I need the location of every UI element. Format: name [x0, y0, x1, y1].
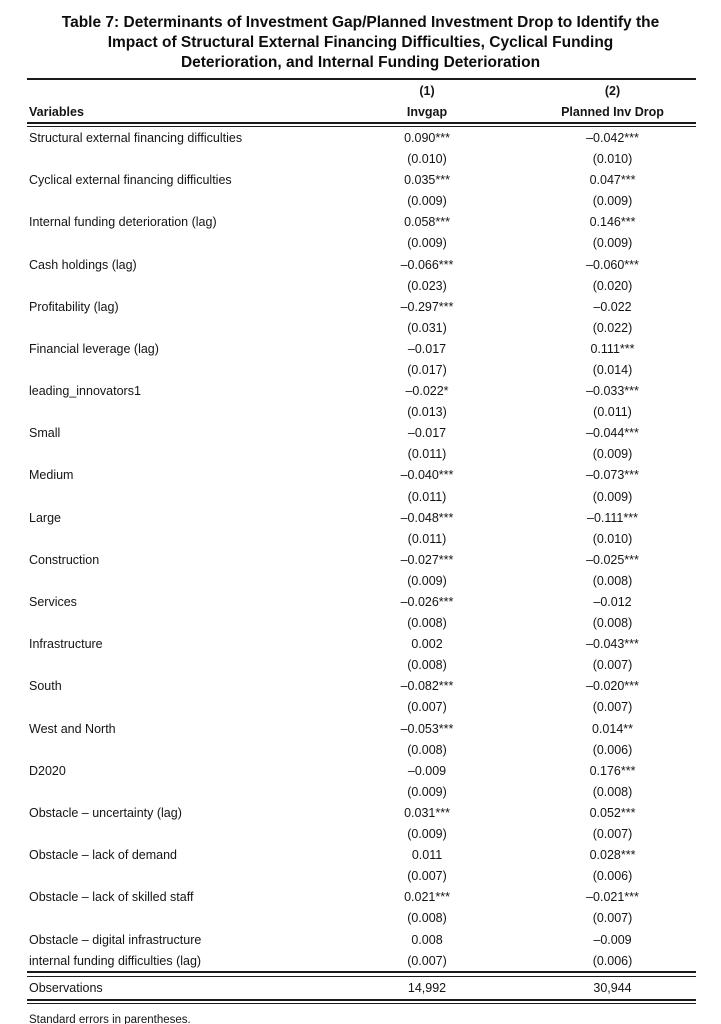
variable-label: Large — [29, 510, 61, 525]
planned-inv-drop-std-error: (0.009) — [592, 194, 633, 209]
invgap-coefficient: –0.053*** — [400, 721, 454, 736]
table-row-std-error — [27, 781, 696, 802]
table-bottom-rule — [27, 999, 696, 1004]
planned-inv-drop-coefficient: –0.025*** — [586, 552, 639, 567]
invgap-coefficient: 0.031*** — [404, 805, 450, 820]
planned-inv-drop-coefficient: –0.044*** — [586, 426, 639, 441]
planned-inv-drop-coefficient: –0.012 — [593, 595, 632, 609]
table-row-std-error — [27, 866, 696, 887]
variable-label: Construction — [29, 552, 100, 567]
variable-label: Obstacle – digital infrastructure — [29, 932, 202, 947]
planned-inv-drop-coefficient: –0.020*** — [586, 679, 639, 694]
table-row-std-error — [27, 613, 696, 634]
table-row-std-error — [27, 233, 696, 254]
table-row-coefficient — [27, 591, 696, 612]
table-row-std-error — [27, 823, 696, 844]
column-name-row — [27, 101, 696, 122]
invgap-std-error: (0.009) — [407, 573, 447, 588]
column-1-name: Invgap — [406, 104, 448, 119]
invgap-coefficient: –0.017 — [407, 341, 447, 356]
table-row-coefficient — [27, 718, 696, 739]
planned-inv-drop-coefficient: –0.021*** — [586, 890, 639, 905]
invgap-coefficient: –0.082*** — [400, 679, 454, 694]
table-row-std-error — [27, 697, 696, 718]
table-row-std-error — [27, 570, 696, 591]
table-row-std-error — [27, 908, 696, 929]
regression-table — [27, 78, 696, 1004]
table-row-coefficient — [27, 465, 696, 486]
planned-inv-drop-coefficient: –0.043*** — [586, 637, 639, 652]
invgap-std-error: (0.008) — [407, 658, 447, 673]
invgap-std-error: (0.009) — [407, 784, 447, 799]
table-row-coefficient — [27, 507, 696, 528]
invgap-std-error: (0.011) — [407, 489, 447, 504]
invgap-std-error: (0.017) — [407, 362, 447, 377]
variable-label: Medium — [29, 468, 74, 483]
invgap-coefficient: –0.297*** — [400, 299, 454, 314]
invgap-std-error: (0.013) — [407, 405, 447, 420]
invgap-coefficient: –0.040*** — [400, 468, 454, 483]
table-row-std-error — [27, 950, 696, 971]
table-row-std-error — [27, 528, 696, 549]
invgap-coefficient: 0.090*** — [404, 130, 450, 145]
variable-label: Internal funding deterioration (lag) — [29, 215, 217, 230]
planned-inv-drop-coefficient: –0.022 — [593, 299, 632, 314]
invgap-std-error: (0.010) — [407, 152, 447, 167]
observations-planned-inv-drop: 30,944 — [593, 980, 632, 995]
invgap-std-error: (0.009) — [407, 236, 447, 251]
variable-label: Obstacle – lack of demand — [29, 848, 177, 863]
table-row-coefficient — [27, 760, 696, 781]
planned-inv-drop-std-error: (0.008) — [592, 616, 633, 631]
table-row-coefficient — [27, 929, 696, 950]
column-number-row — [27, 80, 696, 101]
variable-label: D2020 — [29, 763, 66, 778]
planned-inv-drop-std-error: (0.020) — [592, 278, 633, 293]
table-row-coefficient — [27, 212, 696, 233]
planned-inv-drop-coefficient: 0.111*** — [590, 341, 635, 356]
table-row-std-error — [27, 402, 696, 423]
variable-label: Obstacle – lack of skilled staff — [29, 890, 194, 905]
planned-inv-drop-coefficient: –0.009 — [593, 932, 632, 947]
planned-inv-drop-std-error: (0.007) — [592, 827, 633, 842]
table-row-coefficient — [27, 338, 696, 359]
planned-inv-drop-coefficient: 0.028*** — [589, 848, 636, 863]
planned-inv-drop-std-error: (0.007) — [592, 911, 633, 926]
planned-inv-drop-std-error: (0.006) — [592, 953, 633, 968]
variable-label-line2: internal funding difficulties (lag) — [29, 953, 202, 968]
table-row-coefficient — [27, 887, 696, 908]
table-row-std-error — [27, 275, 696, 296]
invgap-std-error: (0.009) — [407, 194, 447, 209]
planned-inv-drop-std-error: (0.009) — [592, 236, 633, 251]
planned-inv-drop-std-error: (0.011) — [593, 405, 632, 420]
table-row-std-error — [27, 191, 696, 212]
planned-inv-drop-std-error: (0.009) — [592, 489, 633, 504]
column-2-name: Planned Inv Drop — [561, 104, 664, 119]
invgap-std-error: (0.007) — [407, 869, 447, 884]
invgap-std-error: (0.011) — [407, 447, 447, 462]
invgap-std-error: (0.007) — [407, 953, 447, 968]
invgap-std-error: (0.009) — [407, 827, 447, 842]
table-row-std-error — [27, 444, 696, 465]
table-row-coefficient — [27, 845, 696, 866]
planned-inv-drop-std-error: (0.006) — [592, 869, 633, 884]
table-row-coefficient — [27, 381, 696, 402]
variable-label: Small — [29, 426, 61, 441]
table-row-coefficient — [27, 676, 696, 697]
table-row-std-error — [27, 739, 696, 760]
planned-inv-drop-coefficient: 0.014** — [591, 721, 633, 736]
invgap-std-error: (0.007) — [407, 700, 447, 715]
invgap-coefficient: –0.066*** — [400, 257, 454, 272]
table-row-std-error — [27, 148, 696, 169]
planned-inv-drop-std-error: (0.008) — [592, 573, 633, 588]
invgap-coefficient: 0.008 — [411, 932, 443, 947]
planned-inv-drop-coefficient: 0.176*** — [589, 763, 636, 778]
invgap-coefficient: 0.002 — [411, 637, 443, 652]
variable-label: South — [29, 679, 62, 694]
table-title: Table 7: Determinants of Investment Gap/Planned Investment Drop to Identify the Impact of Structural External Financing Difficulties, Cyclical Funding Deterioration, and Internal Funding Deterioration — [61, 14, 660, 71]
planned-inv-drop-coefficient: –0.033*** — [586, 384, 639, 399]
observations-invgap: 14,992 — [407, 980, 447, 995]
planned-inv-drop-std-error: (0.022) — [592, 320, 633, 335]
variable-label: Services — [29, 595, 77, 609]
planned-inv-drop-std-error: (0.010) — [592, 531, 633, 546]
table-row-coefficient — [27, 423, 696, 444]
variable-label: Profitability (lag) — [29, 299, 119, 314]
invgap-std-error: (0.008) — [407, 742, 447, 757]
invgap-std-error: (0.011) — [407, 531, 447, 546]
variable-label: West and North — [29, 721, 116, 736]
variable-label: Financial leverage (lag) — [29, 341, 159, 356]
invgap-coefficient: 0.021*** — [404, 890, 450, 905]
planned-inv-drop-coefficient: –0.042*** — [586, 130, 639, 145]
variable-label: Obstacle – uncertainty (lag) — [29, 805, 182, 820]
table-body — [27, 127, 696, 971]
table-row-coefficient — [27, 254, 696, 275]
invgap-coefficient: –0.022* — [405, 384, 449, 399]
planned-inv-drop-coefficient: 0.052*** — [589, 805, 636, 820]
invgap-coefficient: 0.058*** — [404, 215, 450, 230]
planned-inv-drop-coefficient: –0.111*** — [587, 510, 638, 525]
table-row-coefficient — [27, 127, 696, 148]
variable-label: leading_innovators1 — [29, 384, 141, 399]
invgap-coefficient: –0.026*** — [400, 595, 454, 609]
planned-inv-drop-coefficient: 0.047*** — [589, 173, 636, 188]
invgap-std-error: (0.031) — [407, 320, 447, 335]
invgap-std-error: (0.023) — [407, 278, 447, 293]
planned-inv-drop-std-error: (0.008) — [592, 784, 633, 799]
planned-inv-drop-coefficient: –0.073*** — [586, 468, 639, 483]
standard-errors-footnote: Standard errors in parentheses. — [29, 1013, 191, 1024]
invgap-coefficient: 0.035*** — [404, 173, 450, 188]
table-row-std-error — [27, 317, 696, 338]
invgap-coefficient: –0.017 — [407, 426, 447, 441]
variable-label: Infrastructure — [29, 637, 103, 652]
invgap-std-error: (0.008) — [407, 616, 447, 631]
planned-inv-drop-std-error: (0.009) — [592, 447, 633, 462]
table-row-coefficient — [27, 802, 696, 823]
observations-row — [27, 977, 696, 999]
planned-inv-drop-coefficient: 0.146*** — [589, 215, 636, 230]
table-row-coefficient — [27, 549, 696, 570]
invgap-coefficient: –0.048*** — [400, 510, 454, 525]
planned-inv-drop-std-error: (0.007) — [592, 700, 633, 715]
planned-inv-drop-std-error: (0.014) — [592, 362, 633, 377]
variable-label: Cyclical external financing difficulties — [29, 173, 232, 188]
invgap-coefficient: 0.011 — [411, 848, 443, 863]
observations-label: Observations — [29, 980, 103, 995]
planned-inv-drop-std-error: (0.010) — [592, 152, 633, 167]
invgap-coefficient: –0.009 — [407, 763, 447, 778]
variable-label: Cash holdings (lag) — [29, 257, 137, 272]
variables-header: Variables — [29, 104, 84, 119]
table-row-coefficient — [27, 170, 696, 191]
planned-inv-drop-std-error: (0.007) — [592, 658, 633, 673]
column-1-number: (1) — [419, 83, 435, 98]
table-row-std-error — [27, 486, 696, 507]
column-2-number: (2) — [604, 83, 621, 98]
variable-label: Structural external financing difficulties — [29, 130, 243, 145]
table-row-coefficient — [27, 296, 696, 317]
table-row-std-error — [27, 655, 696, 676]
table-row-coefficient — [27, 634, 696, 655]
planned-inv-drop-std-error: (0.006) — [592, 742, 633, 757]
invgap-coefficient: –0.027*** — [400, 552, 454, 567]
table-row-std-error — [27, 359, 696, 380]
invgap-std-error: (0.008) — [407, 911, 447, 926]
planned-inv-drop-coefficient: –0.060*** — [586, 257, 639, 272]
